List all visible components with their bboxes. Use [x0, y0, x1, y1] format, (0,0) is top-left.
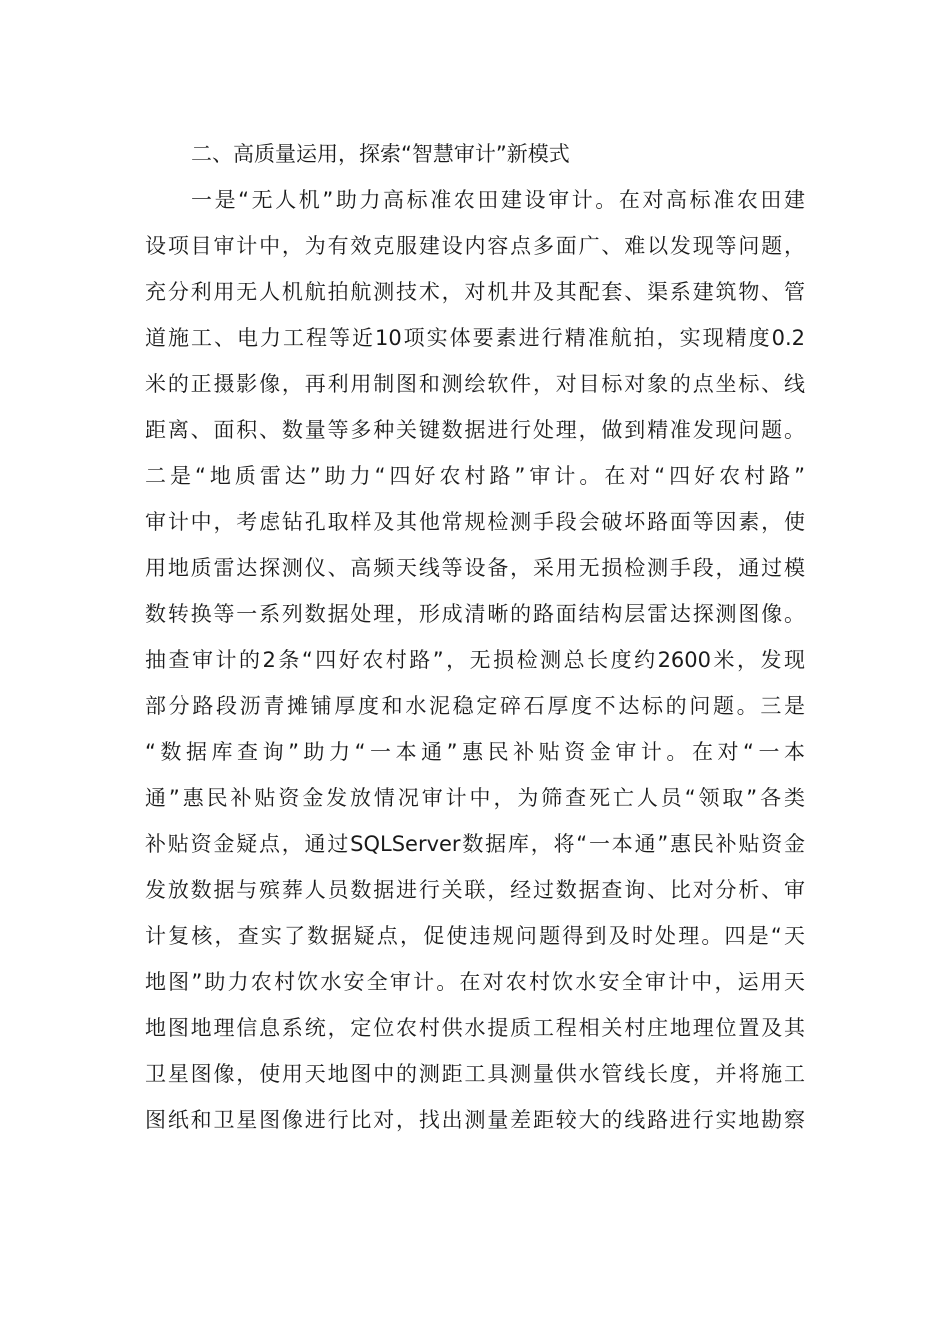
paragraph-line: 卫星图像，使用天地图中的测距工具测量供水管线长度，并将施工: [145, 1062, 805, 1086]
section-heading: 二、高质量运用，探索“智慧审计”新模式: [191, 142, 570, 166]
paragraph-line: 数转换等一系列数据处理，形成清晰的路面结构层雷达探测图像。: [145, 602, 805, 626]
paragraph-line: 地图地理信息系统，定位农村供水提质工程相关村庄地理位置及其: [145, 1016, 805, 1040]
paragraph-line: 抽查审计的2条“四好农村路”，无损检测总长度约2600米，发现: [145, 648, 805, 672]
paragraph-line: 道施工、电力工程等近10项实体要素进行精准航拍，实现精度0.2: [145, 326, 805, 350]
paragraph-line: 部分路段沥青摊铺厚度和水泥稳定碎石厚度不达标的问题。三是: [145, 694, 805, 718]
paragraph-line: 距离、面积、数量等多种关键数据进行处理，做到精准发现问题。: [145, 418, 805, 442]
paragraph-line: 用地质雷达探测仪、高频天线等设备，采用无损检测手段，通过模: [145, 556, 805, 580]
paragraph-line: 一是“无人机”助力高标准农田建设审计。在对高标准农田建: [191, 188, 805, 212]
paragraph-line: 发放数据与殡葬人员数据进行关联，经过数据查询、比对分析、审: [145, 878, 805, 902]
paragraph-line: 米的正摄影像，再利用制图和测绘软件，对目标对象的点坐标、线: [145, 372, 805, 396]
paragraph-line: “数据库查询”助力“一本通”惠民补贴资金审计。在对“一本: [145, 740, 805, 764]
paragraph-line: 补贴资金疑点，通过SQLServer数据库，将“一本通”惠民补贴资金: [145, 832, 805, 856]
paragraph-line: 审计中，考虑钻孔取样及其他常规检测手段会破坏路面等因素，使: [145, 510, 805, 534]
paragraph-line: 图纸和卫星图像进行比对，找出测量差距较大的线路进行实地勘察: [145, 1108, 805, 1132]
paragraph-line: 设项目审计中，为有效克服建设内容点多面广、难以发现等问题，: [145, 234, 805, 258]
paragraph-line: 二是“地质雷达”助力“四好农村路”审计。在对“四好农村路”: [145, 464, 805, 488]
paragraph-line: 地图”助力农村饮水安全审计。在对农村饮水安全审计中，运用天: [145, 970, 805, 994]
paragraph-line: 充分利用无人机航拍航测技术，对机井及其配套、渠系建筑物、管: [145, 280, 805, 304]
paragraph-line: 计复核，查实了数据疑点，促使违规问题得到及时处理。四是“天: [145, 924, 805, 948]
paragraph-line: 通”惠民补贴资金发放情况审计中，为筛查死亡人员“领取”各类: [145, 786, 805, 810]
